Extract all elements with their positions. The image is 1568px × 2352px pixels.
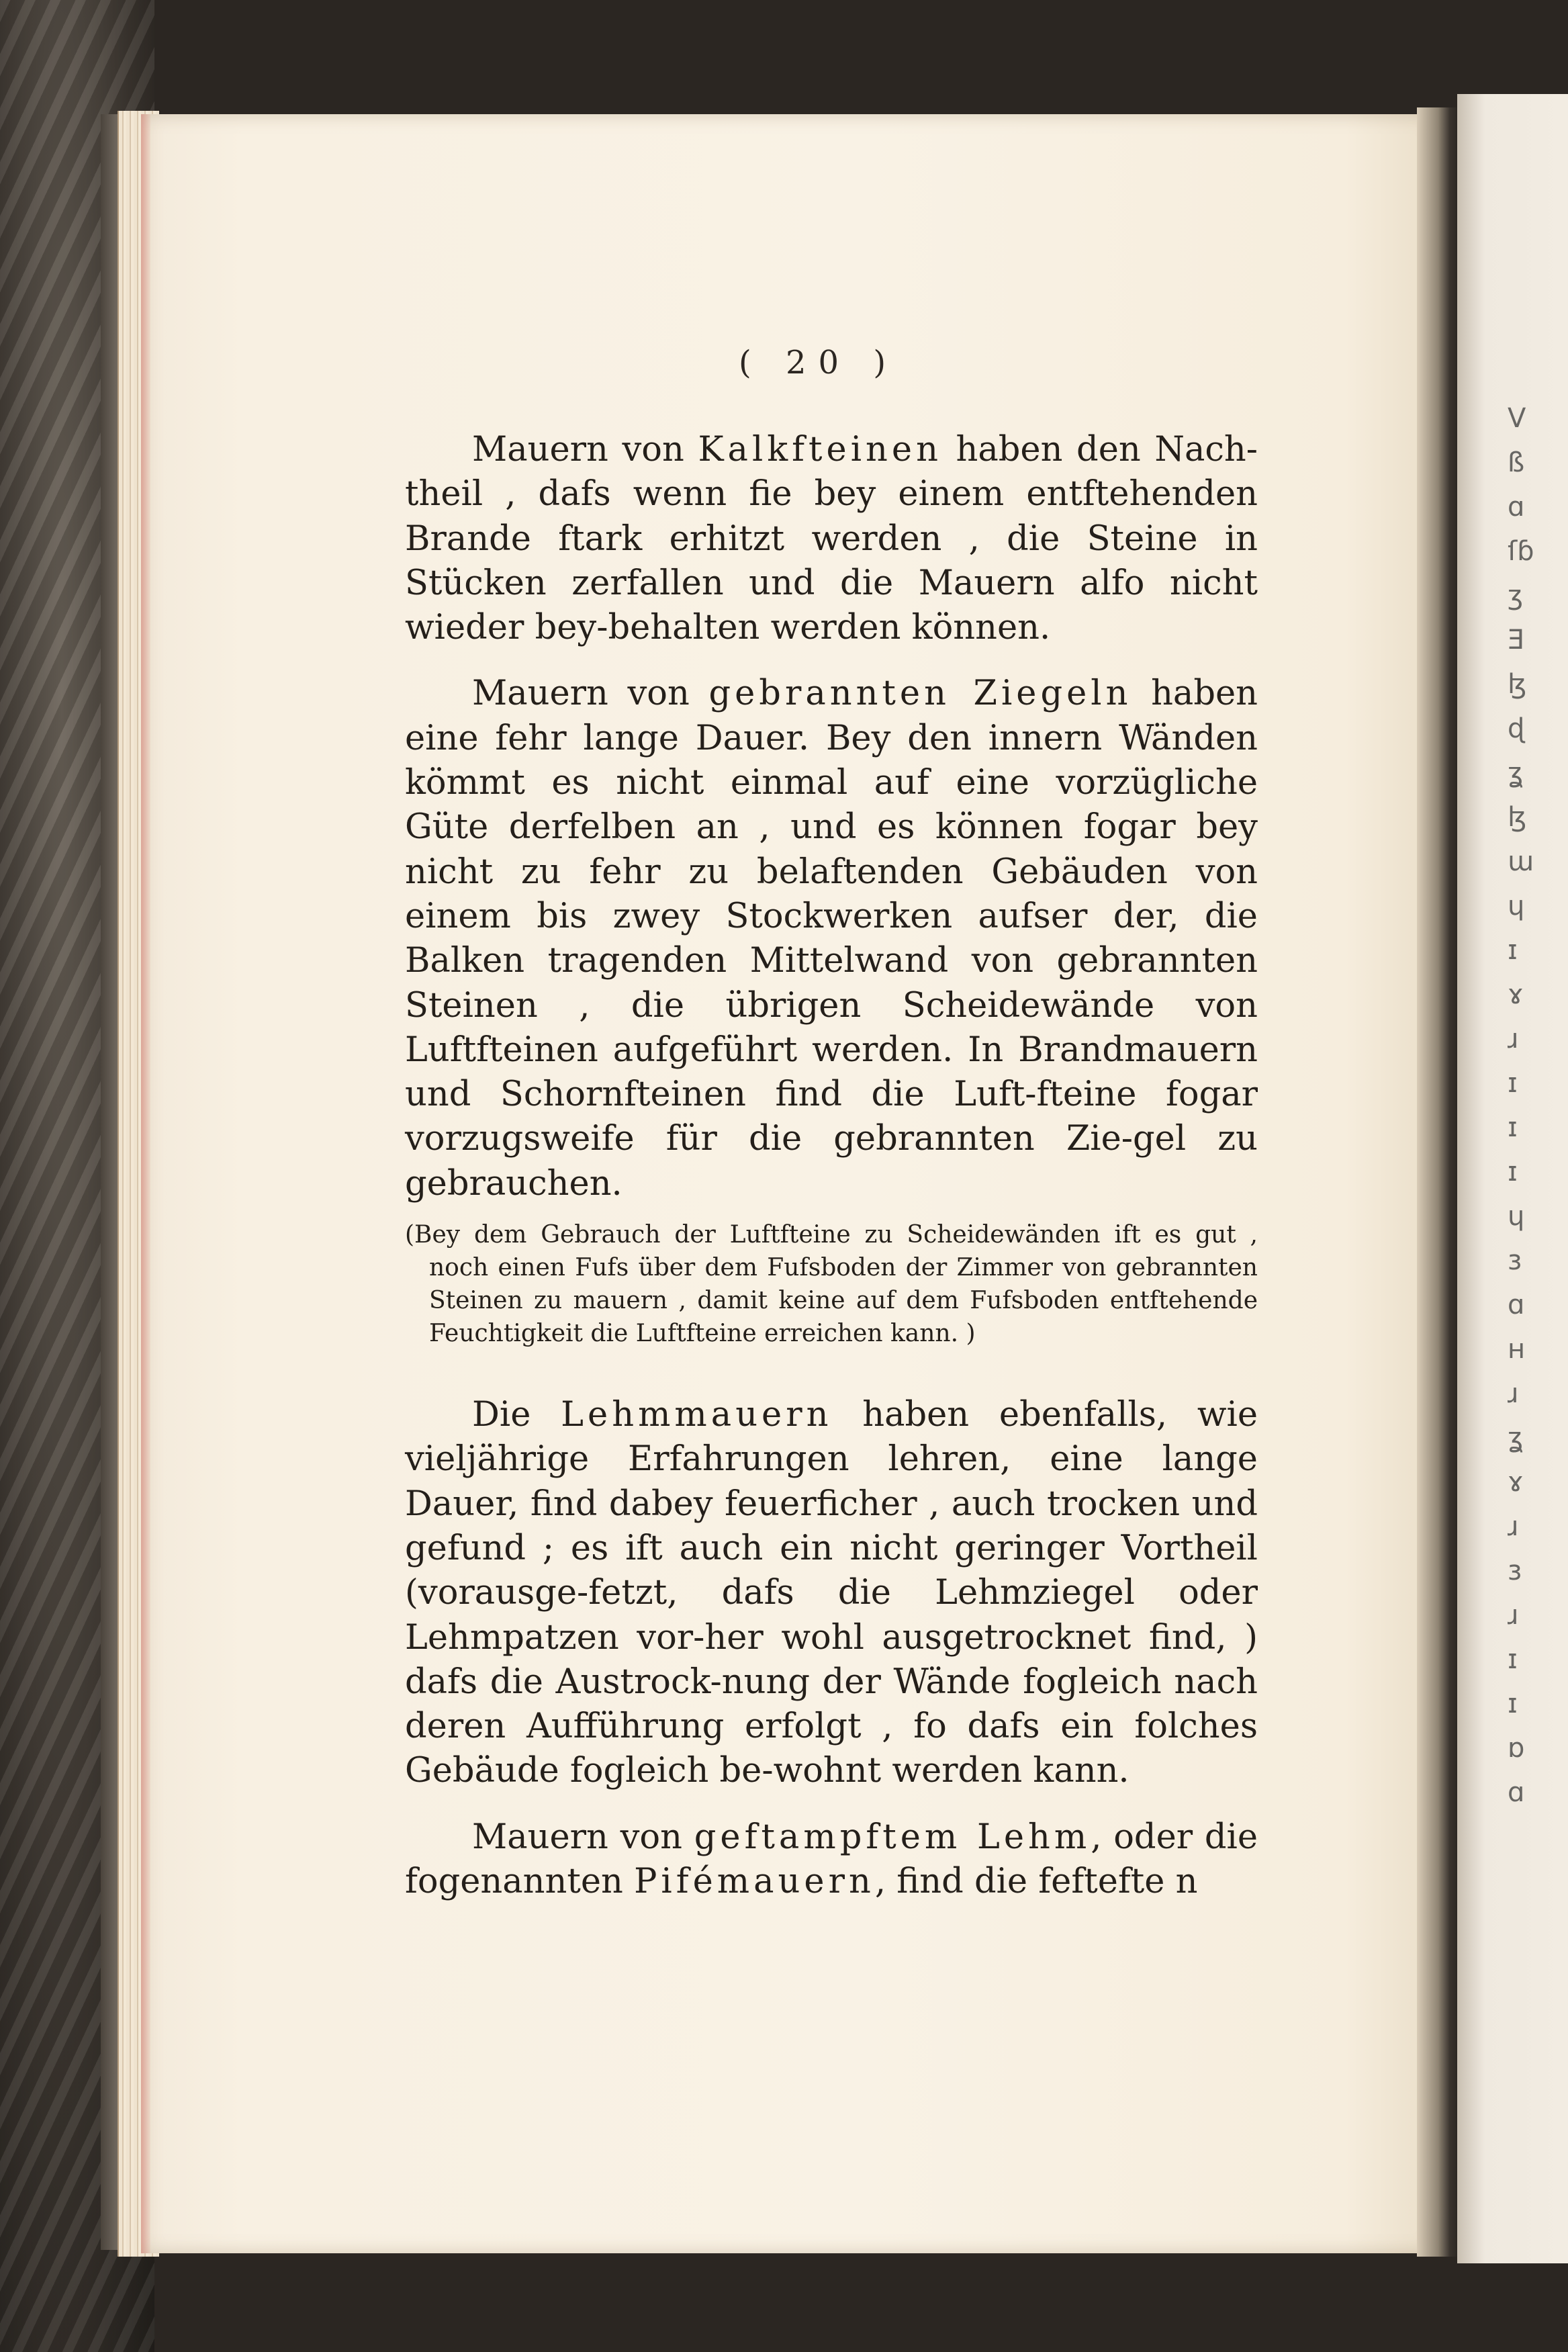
facing-page-glyph: ß <box>1508 447 1525 478</box>
emphasis-term: Lehmmauern <box>561 1395 833 1435</box>
paragraph-lehmmauern <box>405 1393 1258 1794</box>
facing-page-glyph: ɜ <box>1508 1245 1522 1276</box>
facing-page-glyph: ɖ <box>1508 713 1525 744</box>
emphasis-term: geftampftem Lehm <box>694 1817 1091 1857</box>
paragraph-pise <box>405 1815 1258 1905</box>
text-run: haben den Nach-theil , dafs wenn fie bey einem entftehenden Brande ftark erhitzt werden , die Steine in Stücken zerfallen und die Mauern alfo nicht wieder bey-behalten werden können. <box>405 430 1258 648</box>
facing-page-glyph: ɥ <box>1508 1201 1525 1232</box>
facing-page-glyph: Ǝ <box>1508 625 1525 655</box>
facing-page-glyph: ɑ <box>1508 1777 1525 1808</box>
facing-page-glyph: V <box>1508 403 1526 434</box>
facing-page-glyph: ɪ <box>1508 1112 1518 1143</box>
facing-page-glyph: ɪ <box>1508 935 1518 966</box>
text-run: Mauern von <box>472 674 709 714</box>
page-number: ( 20 ) <box>739 344 898 381</box>
facing-page-glyph: ɹ <box>1508 1024 1519 1054</box>
facing-page-glyph: ɮ <box>1508 669 1527 700</box>
facing-page-glyph: ɤ <box>1508 979 1524 1010</box>
emphasis-term: Kalkfteinen <box>698 430 942 469</box>
facing-page-glyph: ɯ <box>1508 846 1534 877</box>
text-run: Mauern von <box>472 1817 694 1857</box>
page-text <box>405 428 1258 1904</box>
facing-page-glyph: ɹ <box>1508 1600 1519 1631</box>
page-red-edge <box>141 114 150 2253</box>
facing-page-glyph: ɮ <box>1508 802 1527 833</box>
emphasis-term: Pifémauern <box>634 1862 875 1902</box>
paragraph-kalksteine <box>405 428 1258 650</box>
facing-page-glyph: ɒ <box>1508 1733 1525 1764</box>
text-run: , oder die fogenannten <box>405 1817 1258 1902</box>
text-run: , find die feftefte n <box>874 1862 1198 1902</box>
footnote-luftsteine: (Bey dem Gebrauch der Luftfteine zu Scheidewänden ift es gut , noch einen Fufs über dem Fufsboden der Zimmer von gebrannten Steinen zu mauern , damit keine auf dem Fufsboden entftehende Feuchtigkeit die Luftfteine erreichen kann. ) <box>405 1221 1258 1348</box>
facing-page-glyph: ʜ <box>1508 1334 1526 1365</box>
text-run: Mauern von <box>472 430 698 469</box>
facing-page-glyph: ʓ <box>1508 758 1524 788</box>
facing-page-glyph: ɪ <box>1508 1644 1518 1675</box>
text-run: haben eine fehr lange Dauer. Bey den innern Wänden kömmt es nicht einmal auf eine vorzügliche Güte derfelben an , und es können fogar bey nicht zu fehr zu belaftenden Gebäuden von einem bis zwey Stockwerken aufser der, die Balken tragenden Mittelwand von gebrannten Steinen , die übrigen Scheidewände von Luftfteinen aufgeführt werden. In Brandmauern und Schornfteinen find die Luft-fteine fogar vorzugsweife für die gebrannten Zie-gel zu gebrauchen. <box>405 674 1258 1204</box>
facing-page-glyph: ɪ <box>1508 1068 1518 1099</box>
facing-page-glyph: ɪ <box>1508 1688 1518 1719</box>
text-run: haben ebenfalls, wie vieljährige Erfahrungen lehren, eine lange Dauer, find dabey feuerficher , auch trocken und gefund ; es ift auch ein nicht geringer Vortheil (vorausge-fetzt, dafs die Lehmziegel oder Lehmpatzen vor-her wohl ausgetrocknet find, ) dafs die Austrock-nung der Wände fogleich nach deren Aufführung erfolgt , fo dafs ein folches Gebäude fogleich be-wohnt werden kann. <box>405 1395 1258 1791</box>
facing-page-glyph: ʓ <box>1508 1422 1524 1453</box>
facing-page-glyph: ɹ <box>1508 1378 1519 1409</box>
facing-page-glyph: ɹ <box>1508 1511 1519 1542</box>
facing-page-glyph: ɪ <box>1508 1157 1518 1187</box>
text-run: Die <box>472 1395 561 1435</box>
paragraph-ziegel <box>405 672 1258 1206</box>
facing-page-glyph: ɑ <box>1508 1290 1525 1320</box>
facing-page-glyph: ɑ <box>1508 492 1525 523</box>
facing-page-glyph: ſɓ <box>1508 536 1534 567</box>
facing-page-glyph: ɤ <box>1508 1467 1524 1498</box>
emphasis-term: gebrannten Ziegeln <box>708 674 1132 714</box>
facing-page-glyph: ɥ <box>1508 891 1525 921</box>
facing-page-glyph: ʒ <box>1508 580 1524 611</box>
facing-page-glyph: ɜ <box>1508 1555 1522 1586</box>
